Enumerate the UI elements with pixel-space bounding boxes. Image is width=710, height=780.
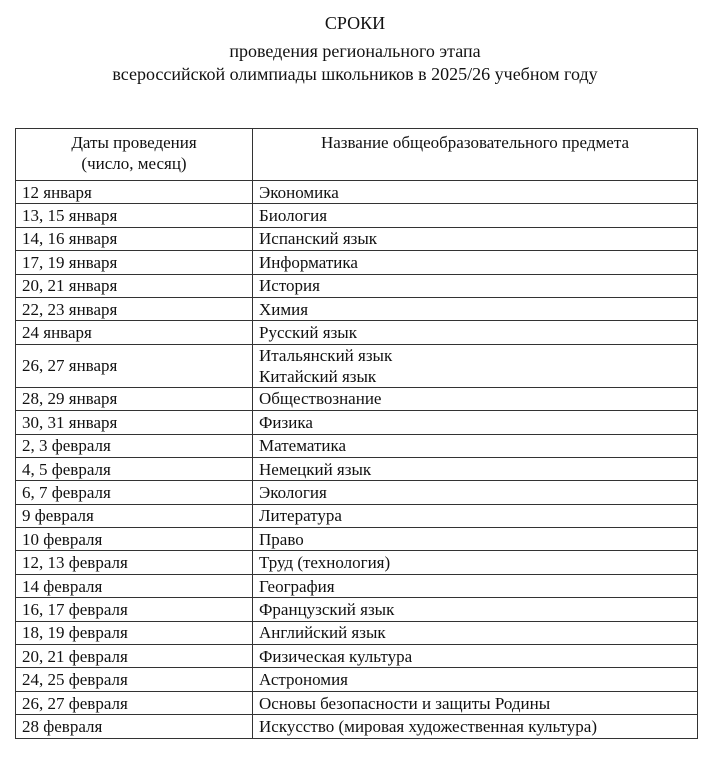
document-title: СРОКИ — [324, 13, 386, 33]
subject-name: Экология — [259, 482, 327, 502]
date-cell: 14 февраля — [16, 574, 253, 597]
subject-name: Информатика — [259, 252, 358, 272]
date-cell: 14, 16 января — [16, 227, 253, 250]
subject-cell — [253, 457, 698, 480]
subject-name: Математика — [259, 436, 347, 456]
subject-name: История — [259, 276, 320, 296]
date-cell: 24 января — [16, 321, 253, 344]
subject-cell — [253, 621, 698, 644]
table-row — [16, 551, 698, 574]
subject-name: Литература — [259, 506, 342, 526]
table-row — [16, 528, 698, 551]
subject-name: Астрономия — [259, 670, 348, 690]
subject-name: Физика — [259, 412, 313, 432]
table-row — [16, 668, 698, 691]
subject-cell — [253, 251, 698, 274]
schedule-table — [15, 128, 698, 739]
subject-cell — [253, 551, 698, 574]
table-row — [16, 645, 698, 668]
subject-name: Основы безопасности и защиты Родины — [259, 693, 551, 713]
table-row — [16, 274, 698, 297]
subject-name: Искусство (мировая художественная культура) — [259, 716, 597, 736]
subject-cell — [253, 691, 698, 714]
date-cell: 26, 27 февраля — [16, 691, 253, 714]
date-cell: 9 февраля — [16, 504, 253, 527]
subject-cell — [253, 344, 698, 387]
subject-cell — [253, 274, 698, 297]
subject-cell — [253, 668, 698, 691]
date-cell: 4, 5 февраля — [16, 457, 253, 480]
subject-name: Итальянский язык — [259, 345, 393, 365]
table-row — [16, 598, 698, 621]
subject-cell — [253, 715, 698, 738]
date-cell: 6, 7 февраля — [16, 481, 253, 504]
date-cell: 16, 17 февраля — [16, 598, 253, 621]
subject-cell — [253, 411, 698, 434]
subject-cell — [253, 297, 698, 320]
subject-name: Право — [259, 529, 304, 549]
table-row — [16, 387, 698, 410]
table-row — [16, 297, 698, 320]
date-cell: 30, 31 января — [16, 411, 253, 434]
table-row — [16, 481, 698, 504]
date-cell: 26, 27 января — [16, 344, 253, 387]
table-row — [16, 344, 698, 387]
date-cell: 20, 21 января — [16, 274, 253, 297]
subject-name: Испанский язык — [259, 229, 378, 249]
table-row — [16, 411, 698, 434]
table-row — [16, 715, 698, 738]
subject-name: Обществознание — [259, 389, 382, 409]
subject-cell — [253, 598, 698, 621]
date-cell: 28 февраля — [16, 715, 253, 738]
subject-cell — [253, 227, 698, 250]
table-row — [16, 504, 698, 527]
subject-name: Английский язык — [259, 623, 386, 643]
date-cell: 2, 3 февраля — [16, 434, 253, 457]
subject-name: Немецкий язык — [259, 459, 372, 479]
date-cell: 28, 29 января — [16, 387, 253, 410]
date-cell: 12, 13 февраля — [16, 551, 253, 574]
subject-cell — [253, 504, 698, 527]
date-cell: 18, 19 февраля — [16, 621, 253, 644]
date-cell: 13, 15 января — [16, 204, 253, 227]
table-row — [16, 251, 698, 274]
table-header-row — [16, 129, 698, 181]
column-header-dates-line2: (число, месяц) — [81, 154, 187, 173]
subject-cell — [253, 434, 698, 457]
table-row — [16, 181, 698, 204]
document-subtitle-line2: всероссийской олимпиады школьников в 2025/26 учебном году — [112, 64, 598, 84]
column-header-dates — [16, 129, 253, 181]
subject-cell — [253, 574, 698, 597]
subject-cell — [253, 481, 698, 504]
date-cell: 22, 23 января — [16, 297, 253, 320]
table-row — [16, 321, 698, 344]
subject-cell — [253, 528, 698, 551]
subject-cell — [253, 181, 698, 204]
date-cell: 20, 21 февраля — [16, 645, 253, 668]
subject-name: Экономика — [259, 182, 339, 202]
date-cell: 10 февраля — [16, 528, 253, 551]
subject-cell — [253, 204, 698, 227]
column-header-subject: Название общеобразовательного предмета — [253, 129, 698, 181]
subject-name: Китайский язык — [259, 366, 377, 386]
document-subtitle-line1: проведения регионального этапа — [229, 41, 481, 61]
column-header-dates-line1: Даты проведения — [71, 133, 197, 152]
subject-name: Французский язык — [259, 599, 395, 619]
table-row — [16, 691, 698, 714]
date-cell: 24, 25 февраля — [16, 668, 253, 691]
table-row — [16, 434, 698, 457]
date-cell: 12 января — [16, 181, 253, 204]
subject-cell — [253, 645, 698, 668]
subject-cell — [253, 387, 698, 410]
subject-name: География — [259, 576, 335, 596]
subject-name: Химия — [259, 299, 309, 319]
subject-name: Физическая культура — [259, 646, 413, 666]
subject-name: Биология — [259, 206, 328, 226]
table-row — [16, 204, 698, 227]
table-row — [16, 457, 698, 480]
table-row — [16, 621, 698, 644]
subject-cell — [253, 321, 698, 344]
subject-name: Труд (технология) — [259, 553, 391, 573]
date-cell: 17, 19 января — [16, 251, 253, 274]
table-row — [16, 227, 698, 250]
table-row — [16, 574, 698, 597]
subject-name: Русский язык — [259, 323, 357, 343]
